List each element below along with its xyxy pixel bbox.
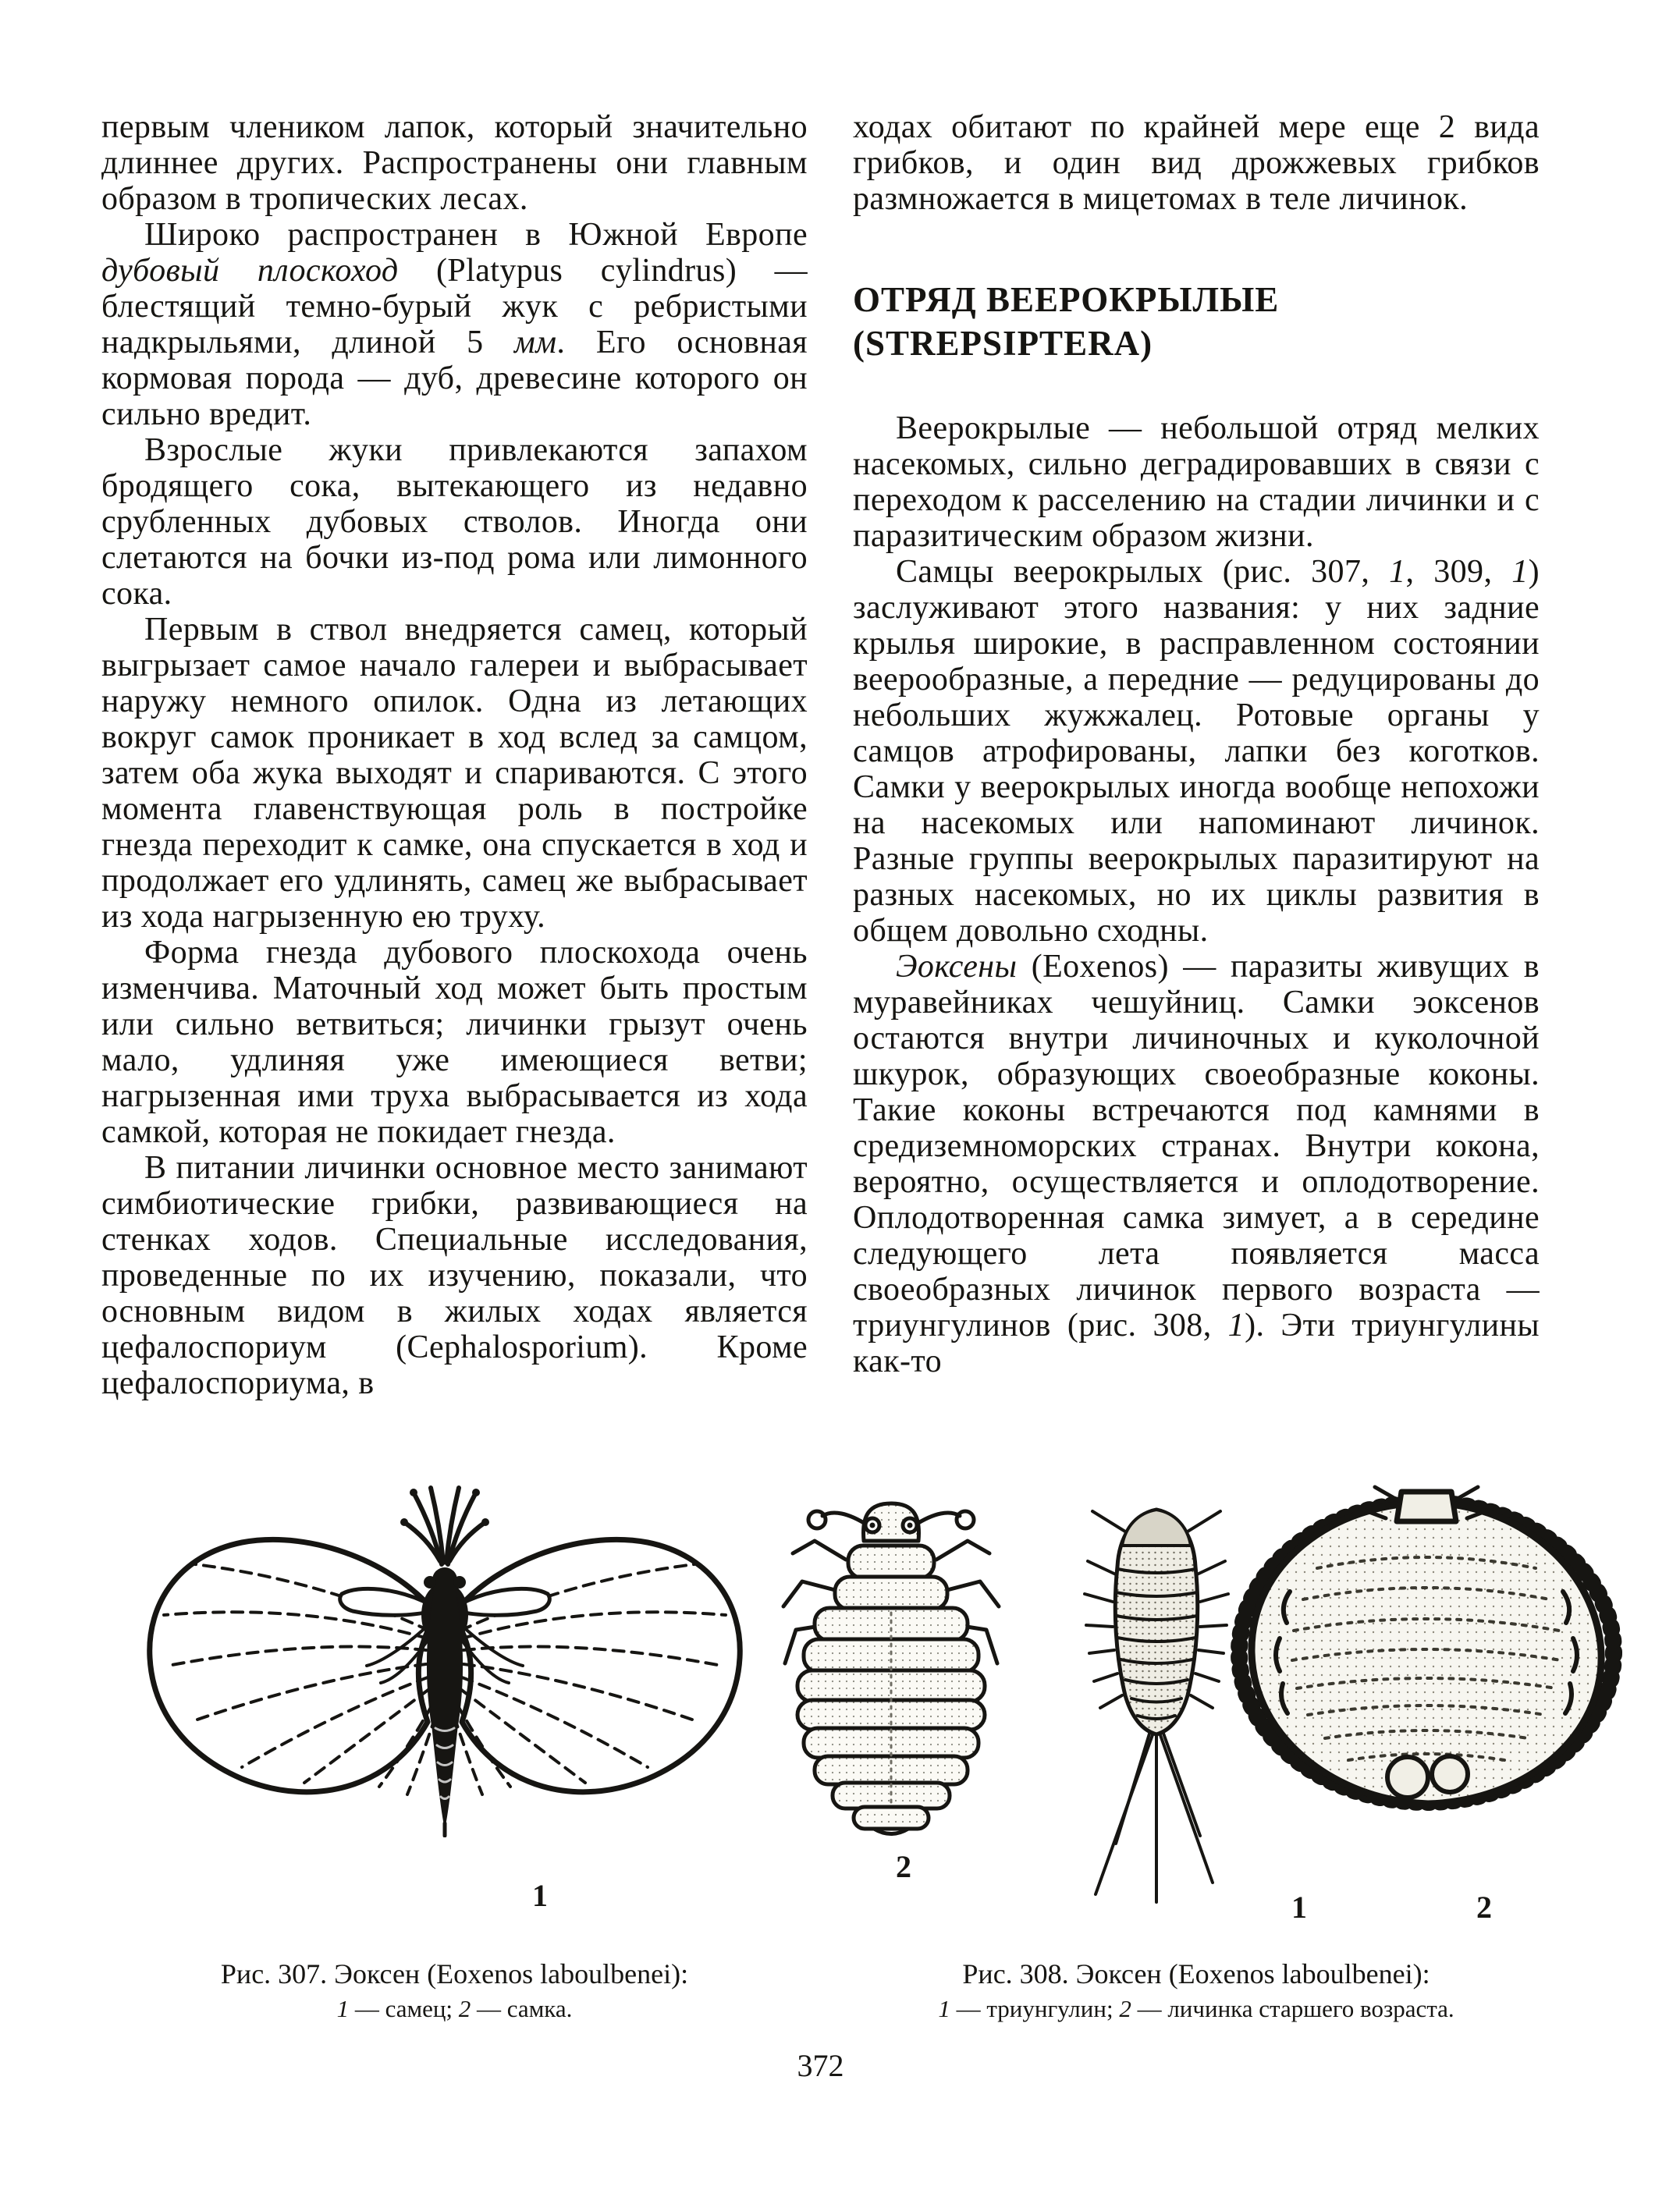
order-heading-line1: ОТРЯД ВЕЕРОКРЫЛЫЕ [853, 280, 1280, 319]
fig307-caption [101, 1955, 808, 2025]
text-columns [101, 109, 1547, 1471]
body-paragraph: Широко распространен в Южной Европе дубовый плоскоход (Platypus cylindrus) — блестящий темно-бурый жук с ребристыми надкрыльями, длиной 5 мм. Его основная кормовая порода — дуб, древесине которого он сильно вредит. [101, 217, 808, 432]
body-paragraph: первым члеником лапок, который значительно длиннее других. Распространены они главным образом в тропических лесах. [101, 109, 808, 217]
fig308-caption [853, 1955, 1540, 2025]
fig307-male-label: 1 [532, 1878, 548, 1913]
fig308-triungulin-label: 1 [1291, 1890, 1307, 1925]
fig307-female-label: 2 [896, 1849, 911, 1884]
order-heading [853, 278, 1540, 365]
fig308-caption-title: Рис. 308. Эоксен (Eoxenos laboulbenei): [962, 1958, 1430, 1989]
fig308-older-larva-illustration [1216, 1482, 1637, 1818]
body-paragraph: В питании личинки основное место занимают симбиотические грибки, развивающиеся на стенках ходов. Специальные исследования, проведенные по их изучению, показали, что основным видом в жилых ходах является цефалоспориум (Cephalosporium). Кроме цефалоспориума, в [101, 1150, 808, 1401]
body-paragraph: Первым в ствол внедряется самец, который выгрызает самое начало галереи и выбрасывает наружу немного опилок. Одна из летающих вокруг самок проникает в ход вслед за самцом, затем оба жука выходят и спариваются. С этого момента главенствующая роль в постройке гнезда переходит к самке, она спускается в ход и продолжает его удлинять, самец же выбрасывает из хода нагрызенную ею труху. [101, 612, 808, 935]
body-paragraph: Эоксены (Eoxenos) — паразиты живущих в муравейниках чешуйниц. Самки эоксенов остаются внутри личиночных и куколочной шкурок, образующих своеобразные коконы. Такие коконы встречаются под камнями в средиземноморских странах. Внутри кокона, вероятно, осуществляется и оплодотворение. Оплодотворенная самка зимует, а в середине следующего лета появляется масса своеобразных личинок первого возраста — триунгулинов (рис. 308, 1). Эти триунгулины как-то [853, 949, 1540, 1379]
body-paragraph: Самцы веерокрылых (рис. 307, 1, 309, 1) заслуживают этого названия: у них задние крылья широкие, в расправленном состоянии веерообразные, а передние — редуцированы до небольших жужжалец. Ротовые органы у самцов атрофированы, лапки без коготков. Самки у веерокрылых иногда вообще непохожи на насекомых или напоминают личинок. Разные группы веерокрылых паразитируют на разных насекомых, но их циклы развития в общем довольно сходны. [853, 554, 1540, 949]
page-number: 372 [797, 2048, 844, 2083]
body-paragraph: Веерокрылые — небольшой отряд мелких насекомых, сильно деградировавших в связи с переходом к расселению на стадии личинки и с паразитическим образом жизни. [853, 410, 1540, 554]
fig308-triungulin-illustration [1078, 1500, 1234, 1906]
fig307-caption-legend: 1 — самец; 2 — самка. [336, 1995, 573, 2022]
figure-strip [101, 1471, 1547, 1925]
order-heading-line2: (STREPSIPTERA) [853, 324, 1153, 363]
fig308-caption-legend: 1 — триунгулин; 2 — личинка старшего возраста. [938, 1995, 1454, 2022]
fig307-caption-title: Рис. 307. Эоксен (Eoxenos laboulbenei): [220, 1958, 689, 1989]
left-text-column [101, 109, 808, 1471]
right-text-column [853, 109, 1540, 1471]
fig307-male-illustration [133, 1471, 788, 1837]
body-paragraph: Форма гнезда дубового плоскохода очень изменчива. Маточный ход может быть простым или сильно ветвиться; личинки грызут очень мало, удлиняя уже имеющиеся ветви; нагрызенная ими труха выбрасывается из хода самкой, которая не покидает гнезда. [101, 935, 808, 1150]
fig307-female-illustration [774, 1496, 1008, 1839]
fig308-larva-label: 2 [1476, 1890, 1492, 1925]
body-paragraph: ходах обитают по крайней мере еще 2 вида грибков, и один вид дрожжевых грибков размножается в мицетомах в теле личинок. [853, 109, 1540, 217]
body-paragraph: Взрослые жуки привлекаются запахом бродящего сока, вытекающего из недавно срубленных дубовых стволов. Иногда они слетаются на бочки из-под рома или лимонного сока. [101, 432, 808, 612]
figure-captions [101, 1955, 1547, 2025]
